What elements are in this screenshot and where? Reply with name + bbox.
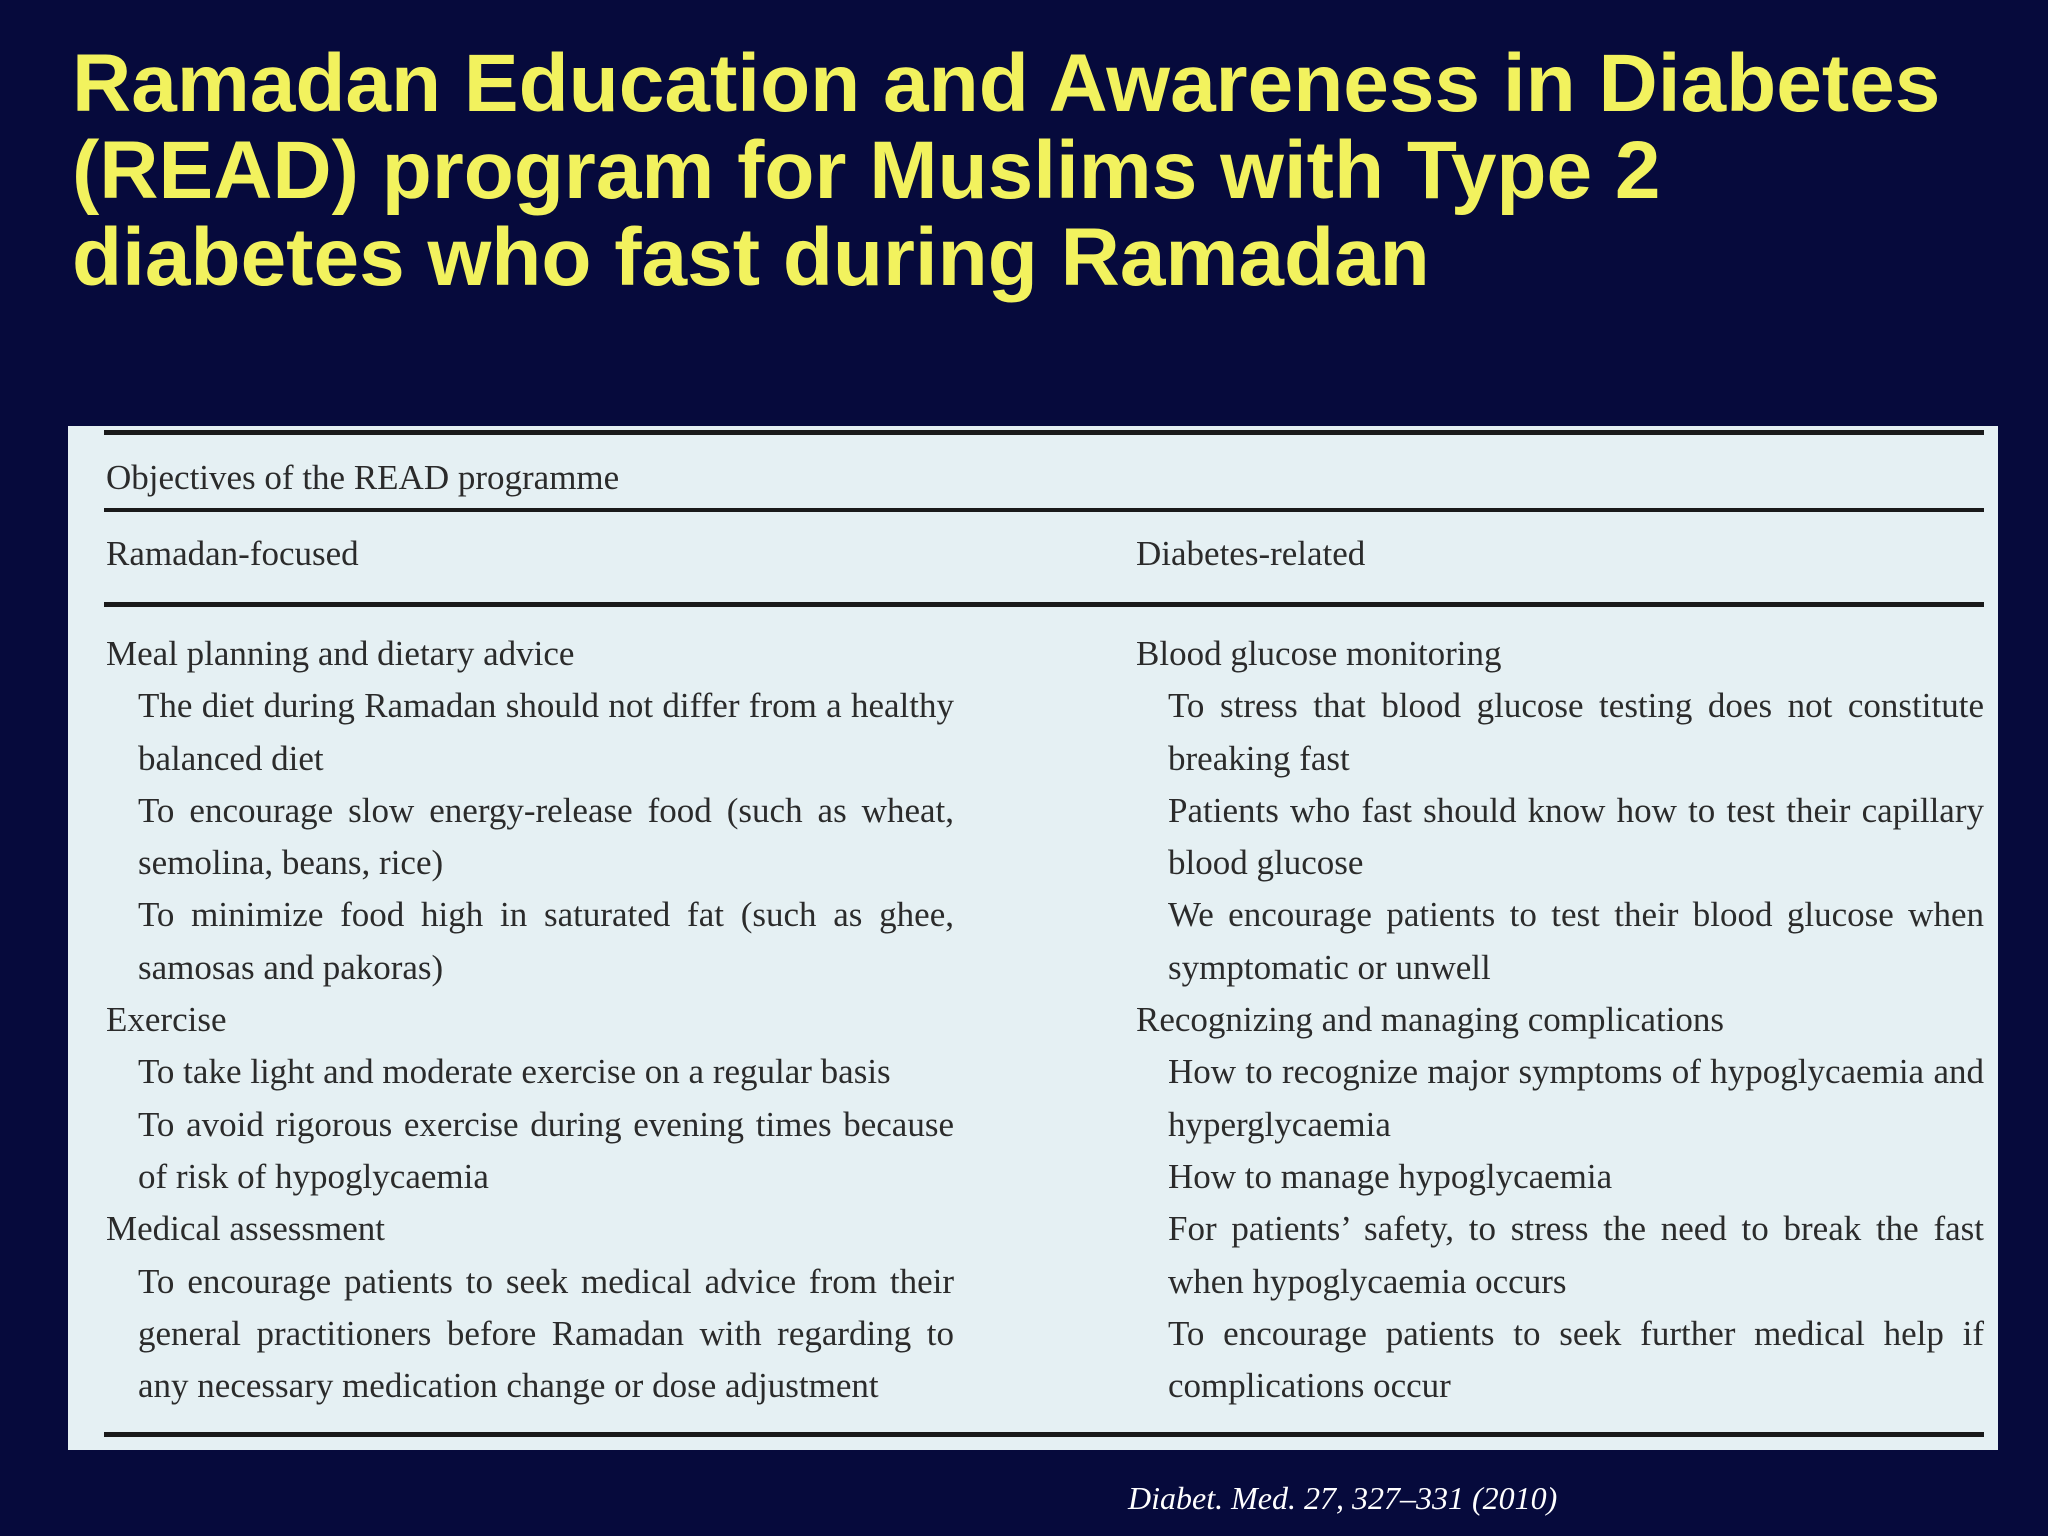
objectives-table bbox=[68, 426, 1998, 1450]
table-bottom-rule bbox=[104, 1432, 1984, 1437]
objective-item: To encourage patients to seek medical advice from their general practitioners before Ramadan with regarding to any necessary medication change or dose adjustment bbox=[138, 1261, 954, 1406]
table-caption: Objectives of the READ programme bbox=[106, 458, 620, 497]
objective-item: Patients who fast should know how to test their capillary blood glucose bbox=[1168, 790, 1984, 883]
objective-item: The diet during Ramadan should not differ from a healthy balanced diet bbox=[138, 686, 954, 778]
caption-divider-rule bbox=[104, 508, 1984, 512]
objective-item: To take light and moderate exercise on a regular basis bbox=[138, 1052, 891, 1092]
objective-item: To avoid rigorous exercise during evening times because of risk of hypoglycaemia bbox=[138, 1104, 954, 1196]
objective-item: To minimize food high in saturated fat (such as ghee, samosas and pakoras) bbox=[138, 895, 954, 987]
group-title: Meal planning and dietary advice bbox=[106, 634, 575, 673]
table-top-rule bbox=[104, 430, 1984, 435]
group-title: Exercise bbox=[106, 1000, 227, 1040]
header-divider-rule bbox=[104, 602, 1984, 607]
objective-item: We encourage patients to test their blood glucose when symptomatic or unwell bbox=[1168, 895, 1984, 987]
group-title: Medical assessment bbox=[106, 1209, 385, 1249]
column-header-diabetes-related: Diabetes-related bbox=[1136, 534, 1366, 573]
objective-item: To encourage patients to seek further medical help if complications occur bbox=[1168, 1313, 1984, 1406]
objective-item: To stress that blood glucose testing does not constitute breaking fast bbox=[1168, 686, 1984, 778]
column-header-ramadan-focused: Ramadan-focused bbox=[106, 534, 359, 573]
objective-item: How to manage hypoglycaemia bbox=[1168, 1156, 1613, 1196]
objective-item: How to recognize major symptoms of hypoglycaemia and hyperglycaemia bbox=[1168, 1052, 1984, 1144]
citation: Diabet. Med. 27, 327–331 (2010) bbox=[1128, 1480, 1558, 1516]
diabetes-related-column bbox=[1136, 628, 1984, 1412]
objective-item: For patients’ safety, to stress the need to break the fast when hypoglycaemia occurs bbox=[1168, 1209, 1984, 1301]
group-title: Recognizing and managing complications bbox=[1136, 1000, 1725, 1040]
ramadan-focused-column bbox=[106, 628, 954, 1412]
objective-item: To encourage slow energy-release food (such as wheat, semolina, beans, rice) bbox=[138, 790, 954, 883]
group-title: Blood glucose monitoring bbox=[1136, 634, 1502, 673]
slide-title: Ramadan Education and Awareness in Diabetes (READ) program for Muslims with Type 2 diabetes who fast during Ramadan bbox=[72, 38, 1941, 303]
